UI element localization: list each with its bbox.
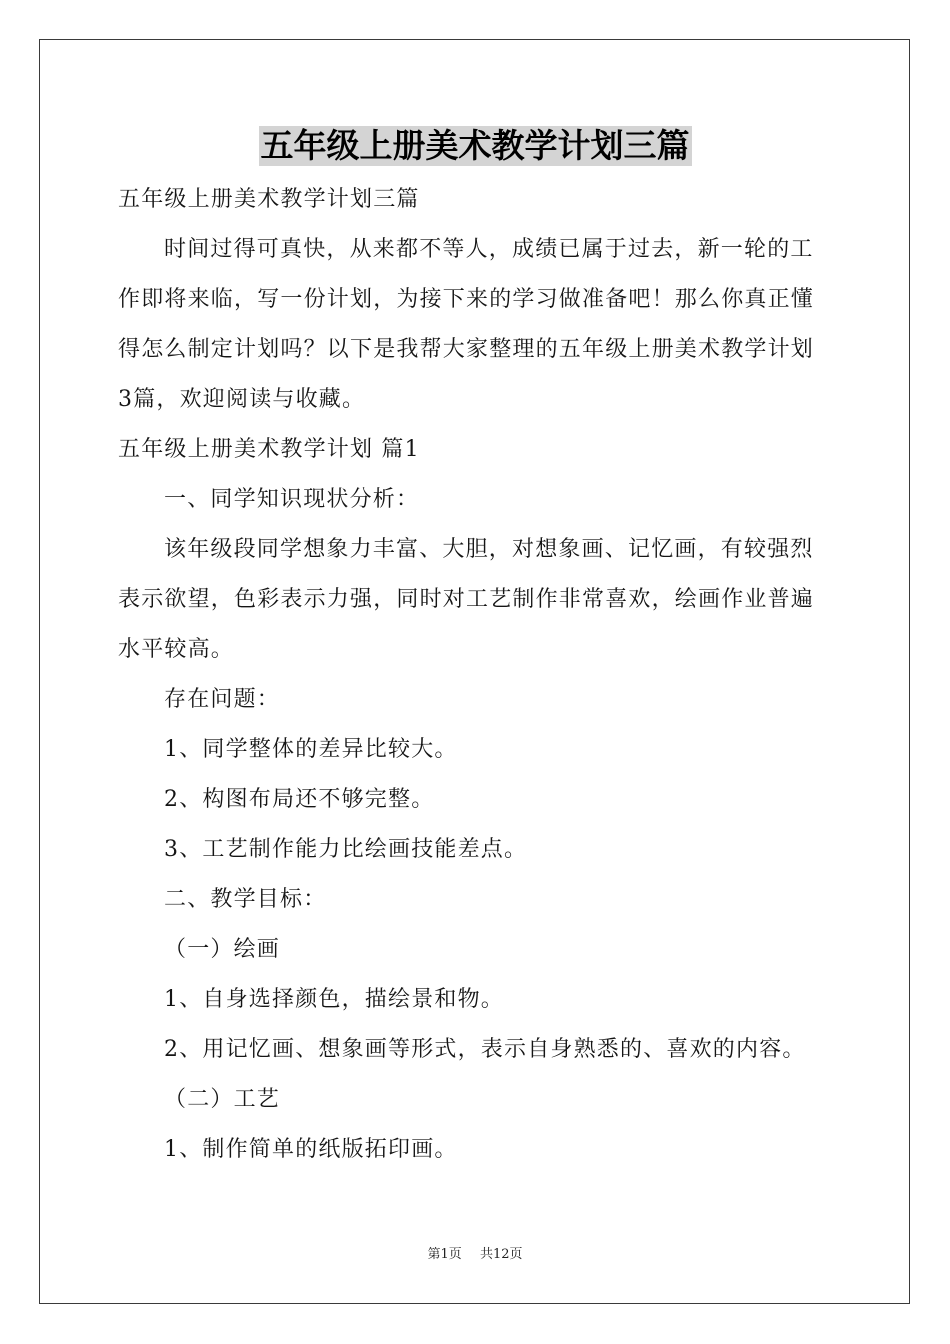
page-number: 第1页 (427, 1247, 462, 1262)
page-total: 共12页 (479, 1247, 523, 1262)
paragraph-line: 表示欲望，色彩表示力强，同时对工艺制作非常喜欢，绘画作业普遍 (118, 587, 815, 612)
title-container (0, 126, 950, 166)
subtitle-line: 五年级上册美术教学计划三篇 (118, 187, 420, 212)
paragraph-line: 作即将来临，写一份计划，为接下来的学习做准备吧！那么你真正懂 (118, 287, 815, 312)
subsection-heading: 存在问题： (164, 687, 281, 712)
subsection-heading: （一）绘画 (164, 937, 281, 962)
paragraph-line: 水平较高。 (118, 637, 235, 662)
paragraph-line: 该年级段同学想象力丰富、大胆，对想象画、记忆画，有较强烈 (164, 537, 814, 562)
document-title: 五年级上册美术教学计划三篇 (260, 126, 690, 165)
page-border (39, 39, 910, 1304)
paragraph-line: 3篇，欢迎阅读与收藏。 (118, 387, 366, 412)
list-item: 1、同学整体的差异比较大。 (164, 737, 458, 762)
list-item: 1、自身选择颜色，描绘景和物。 (164, 987, 504, 1012)
paragraph-line: 得怎么制定计划吗？以下是我帮大家整理的五年级上册美术教学计划 (118, 337, 815, 362)
subsection-heading: （二）工艺 (164, 1087, 281, 1112)
list-item: 2、用记忆画、想象画等形式，表示自身熟悉的、喜欢的内容。 (164, 1037, 806, 1062)
list-item: 2、构图布局还不够完整。 (164, 787, 435, 812)
paragraph-line: 时间过得可真快，从来都不等人，成绩已属于过去，新一轮的工 (164, 237, 814, 262)
list-item: 3、工艺制作能力比绘画技能差点。 (164, 837, 528, 862)
page-footer (0, 1247, 950, 1263)
section-heading: 五年级上册美术教学计划 篇1 (118, 437, 420, 462)
subsection-heading: 一、同学知识现状分析： (164, 487, 420, 512)
subsection-heading: 二、教学目标： (164, 887, 327, 912)
list-item: 1、制作简单的纸版拓印画。 (164, 1137, 458, 1162)
